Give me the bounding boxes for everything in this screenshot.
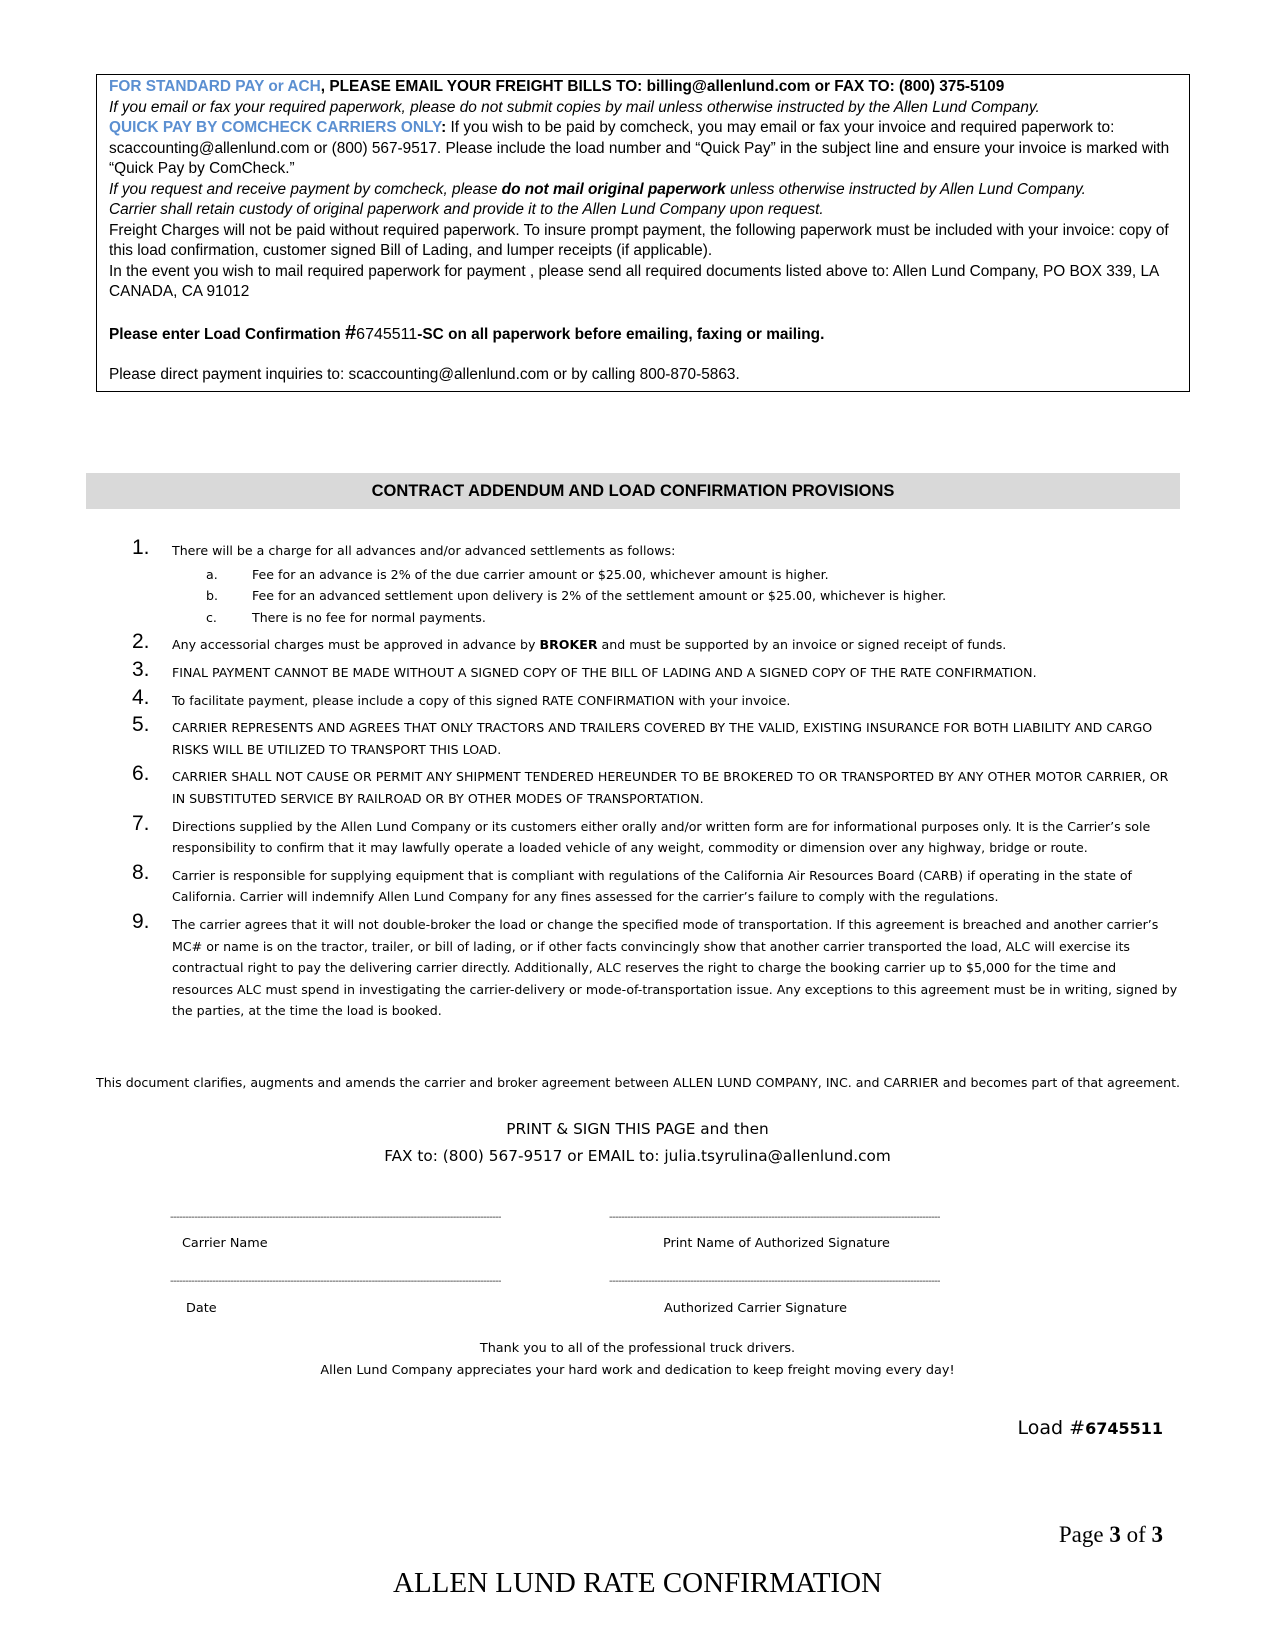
load-conf-number: 6745511 xyxy=(356,325,418,343)
broker-bold: BROKER xyxy=(539,637,598,653)
provision-number: 2. xyxy=(132,630,150,654)
mail-address-note: In the event you wish to mail required paperwork for payment , please send all required documents listed above to: Allen Lund Company, PO BOX 339, LA CANADA, CA 91012 xyxy=(109,262,1159,300)
thanks-line2: Allen Lund Company appreciates your hard work and dedication to keep freight moving every day! xyxy=(320,1363,955,1378)
standard-pay-text: , PLEASE EMAIL YOUR FREIGHT BILLS TO: billing@allenlund.com or FAX TO: (800) 375-5109 xyxy=(320,78,1005,95)
page-of: of xyxy=(1120,1522,1152,1547)
sub-letter: a. xyxy=(206,566,218,582)
load-conf-suffix: -SC on all paperwork before emailing, faxing or mailing. xyxy=(417,325,825,343)
provision-item-7 xyxy=(128,811,1178,859)
provision-number: 6. xyxy=(132,762,150,786)
footer-title: ALLEN LUND RATE CONFIRMATION xyxy=(393,1567,882,1599)
provision-item-4 xyxy=(128,685,1178,712)
provision-text: Carrier is responsible for supplying equipment that is compliant with regulations of the California Air Resources Board (CARB) if operating in the state of California. Carrier will indemnify Allen Lund Company for any fines assessed for the carrier’s failure to comply with the regulations. xyxy=(172,867,1132,905)
provision-item-5 xyxy=(128,713,1178,760)
provision-text: There will be a charge for all advances and/or advanced settlements as follows: xyxy=(172,543,676,558)
provision-item-6 xyxy=(128,762,1178,809)
load-ref-number: 6745511 xyxy=(1085,1419,1163,1438)
freight-charges-note: Freight Charges will not be paid without required paperwork. To insure prompt payment, the following paperwork must be included with your invoice: copy of this load confirmation, customer signed Bill of Lading, and lumper receipts (if applicable). xyxy=(109,221,1169,259)
load-confirmation-instruction xyxy=(109,323,1181,346)
date-line: -------------------------------------------------------------------------------------------------------------- xyxy=(170,1276,501,1287)
sub-text: Fee for an advanced settlement upon delivery is 2% of the settlement amount or $25.00, whichever is higher. xyxy=(252,588,947,604)
payment-inquiries: Please direct payment inquiries to: scaccounting@allenlund.com or by calling 800-870-5863. xyxy=(109,366,740,383)
comcheck-note-start: If you request and receive payment by comcheck, please xyxy=(109,180,502,198)
date-label: Date xyxy=(186,1301,217,1316)
provision-number: 1. xyxy=(132,536,150,559)
thanks-line1: Thank you to all of the professional truck drivers. xyxy=(479,1341,796,1356)
standard-pay-line xyxy=(109,77,1181,98)
provision-text: The carrier agrees that it will not double-broker the load or change the specified mode of transportation. If this agreement is breached and another carrier’s MC# or name is on the tractor, trailer, or bill of lading, or if other facts convincingly show that another carrier transported the load, ALC will exercise its contractual right to pay the delivering carrier directly. Additionally, ALC reserves the right to charge the booking carrier up to $5,000 for the time and resources ALC must spend in investigating the carrier-delivery or mode-of-transportation issue. Any exceptions to this agreement must be in writing, signed by the parties, at the time the load is booked. xyxy=(172,916,1178,1019)
load-reference xyxy=(1018,1417,1163,1439)
print-sign-instructions xyxy=(0,1116,1275,1170)
provision-number: 5. xyxy=(132,713,150,737)
carrier-name-label: Carrier Name xyxy=(182,1236,268,1251)
quick-pay-colon: : xyxy=(441,119,447,136)
quick-pay-label: QUICK PAY BY COMCHECK CARRIERS ONLY xyxy=(109,119,442,136)
provision-item-9 xyxy=(128,909,1178,1022)
print-sign-line1: PRINT & SIGN THIS PAGE and then xyxy=(506,1120,769,1138)
comcheck-note xyxy=(109,180,1181,201)
email-fax-note: If you email or fax your required paperwork, please do not submit copies by mail unless otherwise instructed by the Allen Lund Company. xyxy=(109,98,1040,116)
comcheck-note-bold: do not mail original paperwork xyxy=(501,180,726,198)
provision-number: 8. xyxy=(132,860,150,884)
quick-pay-paragraph xyxy=(109,118,1181,180)
provision-text xyxy=(172,634,1178,656)
provision-text: CARRIER REPRESENTS AND AGREES THAT ONLY TRACTORS AND TRAILERS COVERED BY THE VALID, EXISTING INSURANCE FOR BOTH LIABILITY AND CARGO RISKS WILL BE UTILIZED TO TRANSPORT THIS LOAD. xyxy=(172,720,1153,757)
provision-number: 4. xyxy=(132,685,150,709)
page-current: 3 xyxy=(1109,1522,1121,1547)
load-conf-hash: # xyxy=(345,321,357,344)
provision-number: 9. xyxy=(132,909,150,933)
custody-note: Carrier shall retain custody of original paperwork and provide it to the Allen Lund Company upon request. xyxy=(109,201,824,218)
payment-instructions-box xyxy=(96,74,1190,392)
comcheck-note-end: unless otherwise instructed by Allen Lund Company. xyxy=(725,180,1086,198)
section-header: CONTRACT ADDENDUM AND LOAD CONFIRMATION PROVISIONS xyxy=(86,473,1180,509)
provision-text: FINAL PAYMENT CANNOT BE MADE WITHOUT A SIGNED COPY OF THE BILL OF LADING AND A SIGNED COPY OF THE RATE CONFIRMATION. xyxy=(172,664,1037,680)
page-total: 3 xyxy=(1151,1522,1163,1547)
standard-pay-label: FOR STANDARD PAY or ACH xyxy=(109,78,321,95)
provision-text-end: and must be supported by an invoice or signed receipt of funds. xyxy=(597,637,1007,653)
print-name-label: Print Name of Authorized Signature xyxy=(663,1236,890,1251)
provision-text-start: Any accessorial charges must be approved in advance by xyxy=(172,637,540,653)
sub-letter: c. xyxy=(206,609,217,625)
provision-item-1 xyxy=(128,536,1178,628)
sub-text: There is no fee for normal payments. xyxy=(252,609,486,625)
provisions-list xyxy=(128,536,1178,1028)
print-sign-line2: FAX to: (800) 567-9517 or EMAIL to: julia.tsyrulina@allenlund.com xyxy=(384,1147,891,1165)
provision-text: CARRIER SHALL NOT CAUSE OR PERMIT ANY SHIPMENT TENDERED HEREUNDER TO BE BROKERED TO OR TRANSPORTED BY ANY OTHER MOTOR CARRIER, OR IN SUBSTITUTED SERVICE BY RAILROAD OR BY OTHER MODES OF TRANSPORTATION. xyxy=(172,769,1169,806)
provision-number: 3. xyxy=(132,657,150,681)
provision-item-2 xyxy=(128,630,1178,656)
load-conf-prefix: Please enter Load Confirmation xyxy=(109,325,346,343)
authorized-signature-label: Authorized Carrier Signature xyxy=(664,1301,847,1316)
provision-text: Directions supplied by the Allen Lund Company or its customers either orally and/or written form are for informational purposes only. It is the Carrier’s sole responsibility to confirm that it may lawfully operate a loaded vehicle of any weight, commodity or dimension over any highway, bridge or route. xyxy=(172,818,1151,856)
sub-item-b xyxy=(172,585,1178,607)
provision-number: 7. xyxy=(132,811,150,835)
provision-item-8 xyxy=(128,860,1178,908)
authorized-signature-line: -------------------------------------------------------------------------------------------------------------- xyxy=(609,1276,940,1287)
sub-item-c xyxy=(172,607,1178,629)
advance-fee-sublist xyxy=(172,564,1178,629)
load-ref-label: Load # xyxy=(1017,1417,1086,1439)
sub-letter: b. xyxy=(206,588,218,604)
sub-item-a xyxy=(172,564,1178,586)
quick-pay-text: If you wish to be paid by comcheck, you may email or fax your invoice and required paperwork to: scaccounting@allenlund.com or (800) 567-9517. Please include the load number and “Quick Pay” in the subject line and ensure your invoice is marked with “Quick Pay by ComCheck.” xyxy=(109,119,1170,177)
provision-text: To facilitate payment, please include a copy of this signed RATE CONFIRMATION with your invoice. xyxy=(172,692,791,708)
sub-text: Fee for an advance is 2% of the due carrier amount or $25.00, whichever amount is higher. xyxy=(252,566,829,582)
page-word: Page xyxy=(1058,1522,1110,1547)
print-name-line: -------------------------------------------------------------------------------------------------------------- xyxy=(609,1212,940,1223)
provision-item-3 xyxy=(128,657,1178,684)
agreement-clarification: This document clarifies, augments and amends the carrier and broker agreement between ALLEN LUND COMPANY, INC. and CARRIER and becomes part of that agreement. xyxy=(96,1075,1181,1090)
carrier-name-line: -------------------------------------------------------------------------------------------------------------- xyxy=(170,1212,501,1223)
page-number xyxy=(1059,1522,1163,1548)
thank-you-message xyxy=(0,1338,1275,1382)
